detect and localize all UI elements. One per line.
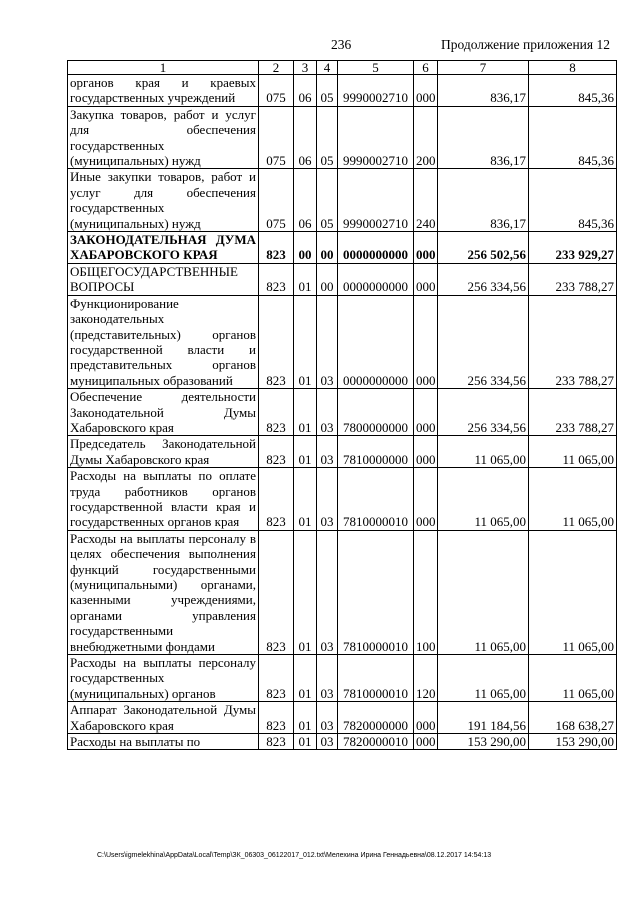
row-name-cell: Иные закупки товаров, работ и услуг для обеспечения государственных (муниципальных) нужд xyxy=(68,169,259,232)
section-code-cell: 01 xyxy=(294,468,317,531)
target-article-cell: 7820000000 xyxy=(338,702,414,734)
subsection-code-cell: 05 xyxy=(317,75,338,107)
expense-type-cell: 000 xyxy=(414,295,438,388)
subsection-code-cell: 03 xyxy=(317,389,338,436)
amount-year1-cell: 191 184,56 xyxy=(438,702,529,734)
section-code-cell: 01 xyxy=(294,655,317,702)
subsection-code-cell: 05 xyxy=(317,169,338,232)
ministry-code-cell: 823 xyxy=(259,530,294,654)
column-header: 1 xyxy=(68,61,259,75)
subsection-code-cell: 03 xyxy=(317,734,338,750)
ministry-code-cell: 823 xyxy=(259,263,294,295)
continuation-title: Продолжение приложения 12 xyxy=(440,37,610,52)
section-code-cell: 06 xyxy=(294,106,317,169)
row-name-cell: Функционирование законодательных (представительных) органов государственной власти и представительных органов муниципальных образований xyxy=(68,295,259,388)
ministry-code-cell: 823 xyxy=(259,468,294,531)
table-row xyxy=(68,468,617,531)
table-row xyxy=(68,169,617,232)
target-article-cell: 7800000000 xyxy=(338,389,414,436)
table-row xyxy=(68,436,617,468)
row-name-cell: ОБЩЕГОСУДАРСТВЕННЫЕ ВОПРОСЫ xyxy=(68,263,259,295)
table-row xyxy=(68,75,617,107)
subsection-code-cell: 03 xyxy=(317,655,338,702)
table-row xyxy=(68,702,617,734)
amount-year2-cell: 845,36 xyxy=(529,169,617,232)
section-code-cell: 01 xyxy=(294,702,317,734)
amount-year2-cell: 233 788,27 xyxy=(529,263,617,295)
row-name-cell: Расходы на выплаты по xyxy=(68,734,259,750)
target-article-cell: 7810000000 xyxy=(338,436,414,468)
section-code-cell: 06 xyxy=(294,169,317,232)
expense-type-cell: 000 xyxy=(414,468,438,531)
table-row xyxy=(68,530,617,654)
table-row xyxy=(68,106,617,169)
subsection-code-cell: 00 xyxy=(317,232,338,264)
section-code-cell: 06 xyxy=(294,75,317,107)
table-row xyxy=(68,734,617,750)
subsection-code-cell: 00 xyxy=(317,263,338,295)
target-article-cell: 7810000010 xyxy=(338,655,414,702)
column-header: 7 xyxy=(438,61,529,75)
amount-year2-cell: 168 638,27 xyxy=(529,702,617,734)
amount-year1-cell: 836,17 xyxy=(438,75,529,107)
target-article-cell: 9990002710 xyxy=(338,169,414,232)
ministry-code-cell: 075 xyxy=(259,75,294,107)
expense-type-cell: 000 xyxy=(414,75,438,107)
column-header: 6 xyxy=(414,61,438,75)
target-article-cell: 0000000000 xyxy=(338,295,414,388)
row-name-cell: Расходы на выплаты персоналу в целях обеспечения выполнения функций государственными (муниципальными) органами, казенными учреждениями, органами управления государственными внебюджетными фондами xyxy=(68,530,259,654)
amount-year1-cell: 11 065,00 xyxy=(438,468,529,531)
row-name-cell: ЗАКОНОДАТЕЛЬНАЯ ДУМА ХАБАРОВСКОГО КРАЯ xyxy=(68,232,259,264)
section-code-cell: 01 xyxy=(294,436,317,468)
row-name-cell: Закупка товаров, работ и услуг для обеспечения государственных (муниципальных) нужд xyxy=(68,106,259,169)
table-row xyxy=(68,295,617,388)
expense-type-cell: 240 xyxy=(414,169,438,232)
amount-year1-cell: 256 334,56 xyxy=(438,295,529,388)
amount-year1-cell: 836,17 xyxy=(438,106,529,169)
ministry-code-cell: 823 xyxy=(259,436,294,468)
ministry-code-cell: 823 xyxy=(259,655,294,702)
expense-type-cell: 000 xyxy=(414,232,438,264)
section-code-cell: 00 xyxy=(294,232,317,264)
expense-type-cell: 000 xyxy=(414,702,438,734)
row-name-cell: Расходы на выплаты по оплате труда работников органов государственной власти края и государственных органов края xyxy=(68,468,259,531)
ministry-code-cell: 075 xyxy=(259,169,294,232)
amount-year2-cell: 233 788,27 xyxy=(529,295,617,388)
amount-year2-cell: 11 065,00 xyxy=(529,468,617,531)
table-row xyxy=(68,263,617,295)
expense-type-cell: 200 xyxy=(414,106,438,169)
target-article-cell: 9990002710 xyxy=(338,75,414,107)
target-article-cell: 0000000000 xyxy=(338,263,414,295)
amount-year1-cell: 11 065,00 xyxy=(438,655,529,702)
amount-year1-cell: 11 065,00 xyxy=(438,436,529,468)
ministry-code-cell: 823 xyxy=(259,232,294,264)
column-header: 2 xyxy=(259,61,294,75)
target-article-cell: 0000000000 xyxy=(338,232,414,264)
ministry-code-cell: 823 xyxy=(259,702,294,734)
amount-year2-cell: 845,36 xyxy=(529,75,617,107)
target-article-cell: 7810000010 xyxy=(338,468,414,531)
file-path-footer: C:\Users\igmelekhina\AppData\Local\Temp\ЗК_06303_06122017_012.txt\Мелехина Ирина Геннадьевна\08.12.2017 14:54:13 xyxy=(97,852,492,859)
amount-year1-cell: 256 334,56 xyxy=(438,263,529,295)
budget-table xyxy=(67,60,617,750)
amount-year2-cell: 153 290,00 xyxy=(529,734,617,750)
amount-year2-cell: 233 929,27 xyxy=(529,232,617,264)
row-name-cell: Аппарат Законодательной Думы Хабаровского края xyxy=(68,702,259,734)
table-row xyxy=(68,655,617,702)
subsection-code-cell: 03 xyxy=(317,436,338,468)
table-row xyxy=(68,389,617,436)
ministry-code-cell: 823 xyxy=(259,734,294,750)
target-article-cell: 9990002710 xyxy=(338,106,414,169)
amount-year2-cell: 11 065,00 xyxy=(529,530,617,654)
expense-type-cell: 120 xyxy=(414,655,438,702)
amount-year2-cell: 845,36 xyxy=(529,106,617,169)
ministry-code-cell: 075 xyxy=(259,106,294,169)
amount-year2-cell: 233 788,27 xyxy=(529,389,617,436)
amount-year1-cell: 256 334,56 xyxy=(438,389,529,436)
section-code-cell: 01 xyxy=(294,295,317,388)
amount-year1-cell: 11 065,00 xyxy=(438,530,529,654)
table-row xyxy=(68,232,617,264)
expense-type-cell: 100 xyxy=(414,530,438,654)
column-header: 5 xyxy=(338,61,414,75)
subsection-code-cell: 03 xyxy=(317,295,338,388)
amount-year2-cell: 11 065,00 xyxy=(529,436,617,468)
target-article-cell: 7810000010 xyxy=(338,530,414,654)
ministry-code-cell: 823 xyxy=(259,295,294,388)
target-article-cell: 7820000010 xyxy=(338,734,414,750)
section-code-cell: 01 xyxy=(294,389,317,436)
section-code-cell: 01 xyxy=(294,734,317,750)
column-header: 4 xyxy=(317,61,338,75)
amount-year1-cell: 153 290,00 xyxy=(438,734,529,750)
row-name-cell: Расходы на выплаты персоналу государственных (муниципальных) органов xyxy=(68,655,259,702)
table-header-row xyxy=(68,61,617,75)
section-code-cell: 01 xyxy=(294,263,317,295)
ministry-code-cell: 823 xyxy=(259,389,294,436)
row-name-cell: Председатель Законодательной Думы Хабаровского края xyxy=(68,436,259,468)
section-code-cell: 01 xyxy=(294,530,317,654)
subsection-code-cell: 03 xyxy=(317,702,338,734)
subsection-code-cell: 03 xyxy=(317,530,338,654)
amount-year1-cell: 256 502,56 xyxy=(438,232,529,264)
row-name-cell: органов края и краевых государственных учреждений xyxy=(68,75,259,107)
expense-type-cell: 000 xyxy=(414,389,438,436)
page-number: 236 xyxy=(331,37,352,52)
subsection-code-cell: 03 xyxy=(317,468,338,531)
expense-type-cell: 000 xyxy=(414,734,438,750)
column-header: 8 xyxy=(529,61,617,75)
amount-year2-cell: 11 065,00 xyxy=(529,655,617,702)
subsection-code-cell: 05 xyxy=(317,106,338,169)
column-header: 3 xyxy=(294,61,317,75)
expense-type-cell: 000 xyxy=(414,436,438,468)
amount-year1-cell: 836,17 xyxy=(438,169,529,232)
expense-type-cell: 000 xyxy=(414,263,438,295)
row-name-cell: Обеспечение деятельности Законодательной Думы Хабаровского края xyxy=(68,389,259,436)
